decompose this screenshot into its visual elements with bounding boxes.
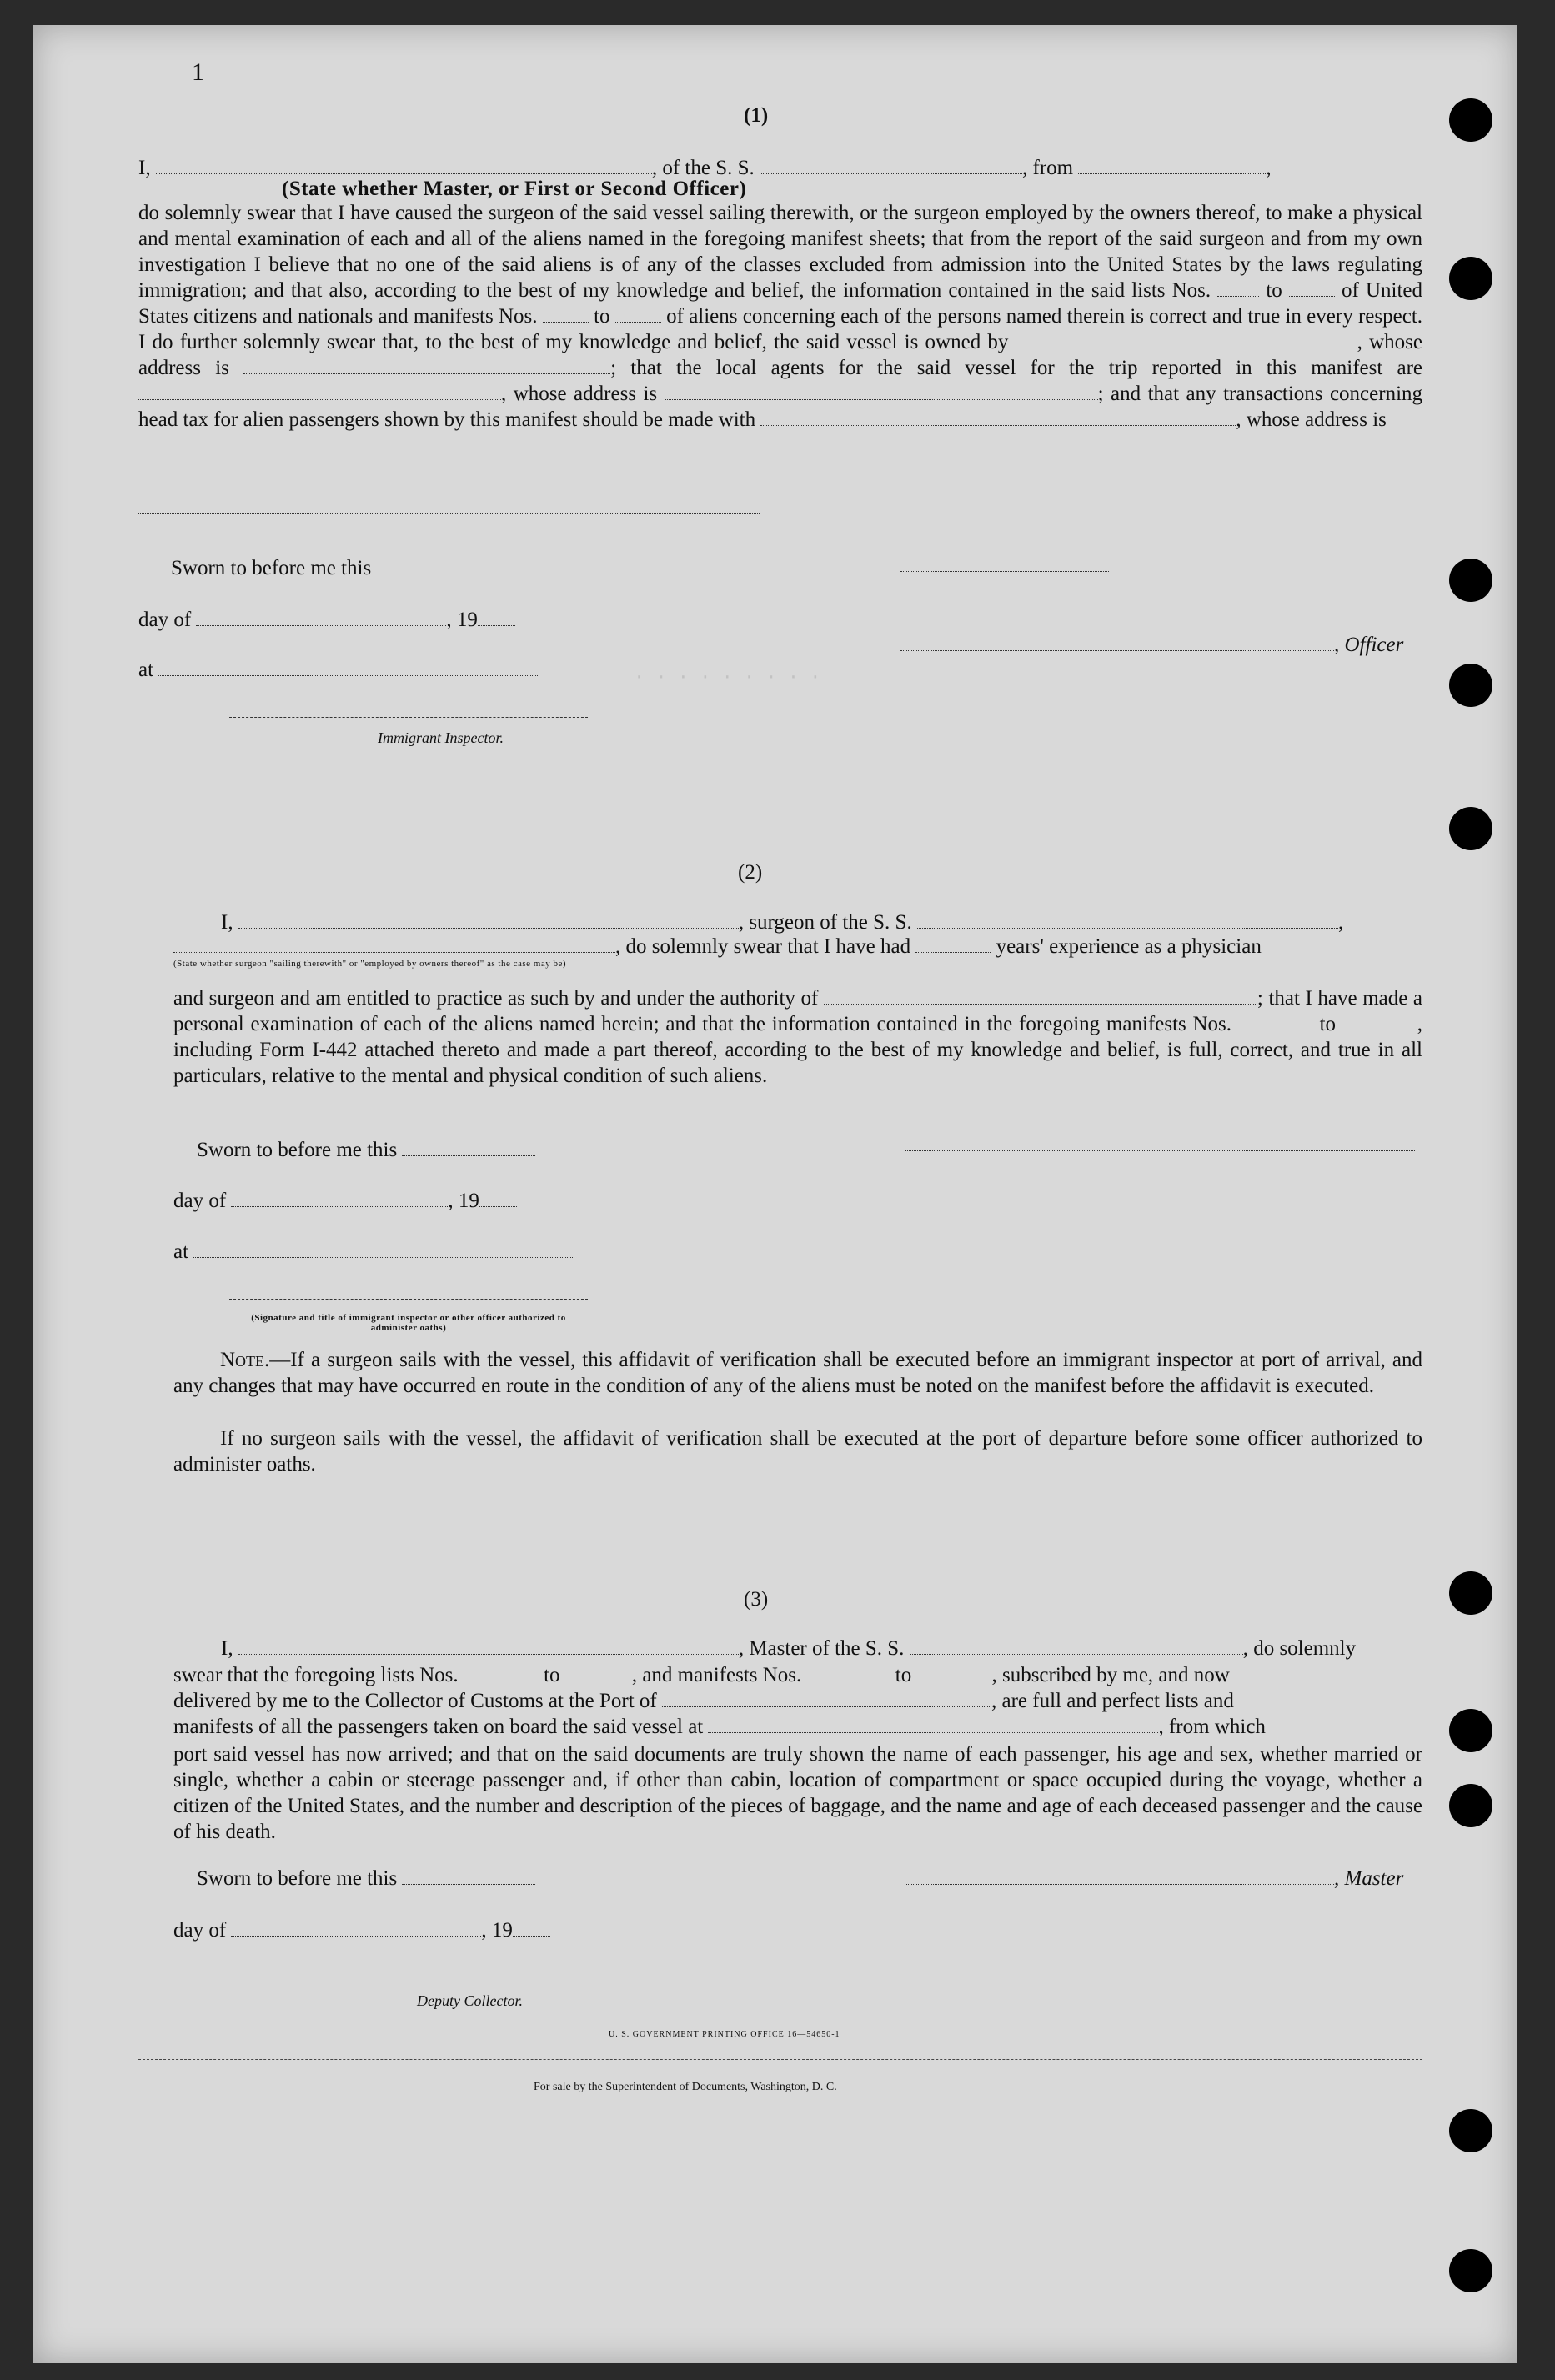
sworn-day-field-3[interactable]: [402, 1867, 535, 1885]
part1-text5: ; and that any transactions concerning head tax for alien passengers shown by this manifest should be made with: [138, 383, 1423, 431]
part2-body: [173, 985, 1422, 1089]
from-port-field[interactable]: [1078, 157, 1266, 174]
part3-text1a: swear that the foregoing lists Nos.: [173, 1664, 459, 1686]
master-of-label: , Master of the S. S.: [738, 1637, 905, 1660]
from-label: , from: [1022, 157, 1074, 179]
deputy-label: Deputy Collector.: [417, 1992, 523, 2009]
manifest-from-field-3[interactable]: [807, 1664, 890, 1681]
signature-line-2[interactable]: [229, 1299, 588, 1300]
manifest-to-field[interactable]: [615, 305, 661, 323]
binder-hole: [1449, 1709, 1492, 1752]
manifest-from-field-2[interactable]: [1238, 1013, 1313, 1030]
year-label: , 19: [446, 609, 478, 631]
at-place-field-2[interactable]: [193, 1240, 573, 1258]
part1-text2: of United States citizens and nationals and manifests Nos.: [138, 279, 1423, 328]
form-mark: 1: [192, 58, 204, 86]
ship-name-field-3[interactable]: [910, 1637, 1243, 1655]
sworn-label: Sworn to before me this: [197, 1139, 398, 1161]
officer-signature-line[interactable]: [900, 571, 1109, 572]
part3-text2b: , are full and perfect lists and: [991, 1690, 1234, 1712]
port-field[interactable]: [662, 1690, 991, 1707]
footer-rule: [138, 2059, 1422, 2060]
sworn-line-label: , do solemnly swear that I have had: [615, 935, 911, 958]
part1-body: [138, 200, 1422, 433]
at-label: at: [138, 659, 154, 681]
part1-text4: that the local agents for the said vessel for the trip reported in this manifest are: [630, 357, 1423, 379]
master-name-field[interactable]: [238, 1637, 739, 1655]
at-line-2: [173, 1240, 573, 1264]
part3-text2a: delivered by me to the Collector of Customs at the Port of: [173, 1690, 657, 1712]
lists-to-field[interactable]: [1289, 279, 1335, 297]
do-solemnly-label: , do solemnly: [1242, 1637, 1357, 1660]
year-field-3[interactable]: [513, 1919, 550, 1937]
note-label: Note.: [220, 1349, 270, 1371]
to-label: to: [1319, 1013, 1337, 1035]
part2-first-line: I, , surgeon of the S. S. ,: [221, 911, 1344, 934]
punct: ;: [1257, 987, 1263, 1010]
master-signature-line: [905, 1867, 1403, 1891]
officer-label: , Officer: [1334, 634, 1404, 656]
binder-hole: [1449, 2109, 1492, 2152]
lists-from-field-3[interactable]: [464, 1664, 539, 1681]
sworn-day-field-2[interactable]: [402, 1139, 535, 1156]
part3-line4: [173, 1716, 1266, 1739]
year-label: , 19: [448, 1190, 479, 1212]
at-label: at: [173, 1240, 189, 1263]
officer-name-field[interactable]: [156, 157, 652, 174]
day-of-label: day of: [138, 609, 192, 631]
owner-field[interactable]: [1016, 331, 1357, 348]
part2-text2: that I have made a personal examination of each of the aliens named herein; and that the information contained in the foregoing manifests Nos.: [173, 987, 1423, 1035]
whose-address-label: , whose address is: [138, 331, 1422, 379]
part3-heading: (3): [744, 1588, 769, 1611]
part3-first-line: [221, 1637, 1422, 1661]
part2-heading: (2): [738, 861, 763, 884]
sworn-line-2: [197, 1139, 535, 1162]
surgeon-hint: (State whether surgeon "sailing therewith" or "employed by owners thereof" as the case may be): [173, 959, 567, 969]
day-of-label: day of: [173, 1190, 227, 1212]
month-field-3[interactable]: [231, 1919, 481, 1937]
of-the-ss-label: , of the S. S.: [651, 157, 755, 179]
at-line: [138, 659, 538, 682]
part3-text3a: manifests of all the passengers taken on board the said vessel at: [173, 1716, 704, 1738]
i-label: I,: [138, 157, 151, 179]
inspector-label: Immigrant Inspector.: [378, 729, 504, 746]
i-label: I,: [221, 1637, 233, 1660]
officer-line: [900, 634, 1403, 657]
part1-first-line: I, , of the S. S. , from ,: [138, 157, 1272, 179]
lists-to-field-3[interactable]: [565, 1664, 632, 1681]
document-page: [33, 25, 1517, 2363]
month-field-2[interactable]: [231, 1190, 448, 1207]
manifest-to-field-2[interactable]: [1342, 1013, 1417, 1030]
manifest-to-field-3[interactable]: [916, 1664, 991, 1681]
master-hint: (State whether Master, or First or Second Officer): [282, 178, 747, 200]
binder-hole: [1449, 1784, 1492, 1827]
to-label: to: [594, 305, 610, 328]
month-field[interactable]: [196, 609, 446, 626]
day-of-label: day of: [173, 1919, 227, 1942]
whose-address-label: , whose address is: [1236, 408, 1387, 431]
part1-heading: (1): [744, 104, 769, 127]
bleed-through-text: · · · · · · · · ·: [634, 667, 821, 688]
year-field-2[interactable]: [479, 1190, 517, 1207]
part3-line3: [173, 1690, 1234, 1713]
master-label: , Master: [1334, 1867, 1404, 1890]
binder-hole: [1449, 98, 1492, 142]
day-of-line-3: [173, 1919, 550, 1942]
day-of-line: [138, 609, 515, 632]
sworn-line-3: [197, 1867, 535, 1891]
year-label: , 19: [481, 1919, 513, 1942]
inspector-signature-line[interactable]: [229, 717, 588, 718]
punct: ,: [501, 383, 507, 405]
owner-address-field[interactable]: [243, 357, 610, 374]
gpo-imprint: U. S. GOVERNMENT PRINTING OFFICE 16—54650-1: [609, 2030, 840, 2039]
ship-name-field[interactable]: [760, 157, 1022, 174]
surgeon-status-field[interactable]: [173, 935, 615, 953]
binder-hole: [1449, 257, 1492, 300]
binder-hole: [1449, 559, 1492, 602]
part3-body: port said vessel has now arrived; and that on the said documents are truly shown the name of each passenger, his age and sex, whether married or single, whether a cabin or steerage passenger and, if other than cabin, location of compartment or space occupied during the voyage, whether a citizen of the United States, and the number and description of the pieces of baggage, and the name and age of each deceased passenger and the cause of his death.: [173, 1743, 1422, 1843]
head-tax-party-field[interactable]: [760, 408, 1236, 426]
part2-text1: and surgeon and am entitled to practice as such by and under the authority of: [173, 987, 819, 1010]
manifest-from-field[interactable]: [543, 305, 589, 323]
embark-port-field[interactable]: [708, 1716, 1158, 1733]
to-label: to: [1266, 279, 1282, 302]
i-label: I,: [221, 911, 233, 934]
note-paragraph-2: If no surgeon sails with the vessel, the affidavit of verification shall be executed at the port of departure before some officer authorized to administer oaths.: [173, 1427, 1422, 1476]
sworn-label: Sworn to before me this: [171, 557, 372, 579]
surgeon-name-field[interactable]: [238, 911, 739, 929]
day-of-line-2: [173, 1190, 517, 1213]
punct: ;: [610, 357, 617, 379]
ship-name-field-2[interactable]: [917, 911, 1338, 929]
binder-hole: [1449, 1571, 1492, 1615]
binder-hole: [1449, 2249, 1492, 2292]
at-place-field[interactable]: [158, 659, 538, 676]
agents-address-field[interactable]: [665, 383, 1098, 400]
part3-text1c: , subscribed by me, and now: [991, 1664, 1230, 1686]
to-label: to: [895, 1664, 912, 1686]
authority-field[interactable]: [824, 987, 1257, 1005]
part2-second-line: [173, 935, 1424, 959]
part2-text3: , including Form I-442 attached thereto and made a part thereof, according to the best of my knowledge and belief, is full, correct, and true in all particulars, relative to the mental and physical condition of such aliens.: [173, 1013, 1423, 1087]
year-field[interactable]: [478, 609, 515, 626]
part1-text: do solemnly swear that I have caused the surgeon of the said vessel sailing therewith, or the surgeon employed by the owners thereof, to make a physical and mental examination of each and all of the aliens named in the foregoing manifest sheets; that from the report of the said surgeon and from my own investigation I believe that no one of the said aliens is of any of the classes excluded from admission into the United States by the laws regulating immigration; and that also, according to the best of my knowledge and belief, the information contained in the said lists Nos.: [138, 202, 1422, 302]
part3-text3b: , from which: [1158, 1716, 1266, 1738]
sworn-line: [171, 557, 509, 580]
note-text: —If a surgeon sails with the vessel, this affidavit of verification shall be executed before an immigrant inspector at port of arrival, and any changes that may have occurred en route in the condition of any of the aliens must be noted on the manifest before the affidavit is executed.: [173, 1349, 1422, 1397]
part3-text1b: , and manifests Nos.: [631, 1664, 802, 1686]
part1-text3: of aliens concerning each of the persons named therein is correct and true in every respect. I do further solemnly swear that, to the best of my knowledge and belief, the said vessel is owned by: [138, 305, 1423, 353]
master-signature-field[interactable]: [905, 1867, 1334, 1885]
surgeon-of-label: , surgeon of the S. S.: [738, 911, 912, 934]
surgeon-signature-line[interactable]: [905, 1150, 1415, 1151]
address-continuation-field[interactable]: [138, 513, 760, 514]
years-experience-field[interactable]: [915, 935, 991, 953]
sale-notice: For sale by the Superintendent of Documents, Washington, D. C.: [534, 2081, 837, 2093]
to-label: to: [544, 1664, 560, 1686]
whose-address-label: whose address is: [513, 383, 658, 405]
officer-title-field[interactable]: [900, 634, 1334, 651]
signature-hint: (Signature and title of immigrant inspector or other officer authorized to administer oaths): [251, 1313, 566, 1333]
sworn-label: Sworn to before me this: [197, 1867, 398, 1890]
sworn-day-field[interactable]: [376, 557, 509, 574]
lists-from-field[interactable]: [1217, 279, 1259, 297]
binder-hole: [1449, 664, 1492, 707]
part3-line2: [173, 1664, 1230, 1687]
note-paragraph: [173, 1347, 1422, 1399]
binder-hole: [1449, 807, 1492, 850]
years-exp-label: years' experience as a physician: [996, 935, 1262, 958]
agents-field[interactable]: [138, 383, 501, 400]
